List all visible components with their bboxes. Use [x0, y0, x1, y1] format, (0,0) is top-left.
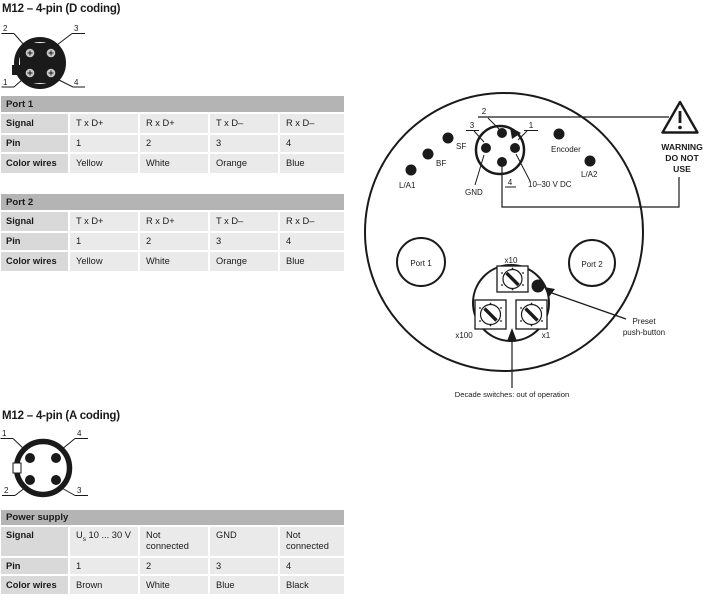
table-cell: Yellow	[70, 154, 138, 173]
port1-label: Port 1	[410, 259, 432, 268]
preset-leader-line	[549, 292, 626, 319]
encoder-led	[554, 129, 565, 140]
table-cell: 2	[140, 558, 208, 574]
power-supply-table	[1, 510, 344, 594]
table-cell: 3	[210, 558, 278, 574]
gnd-label: GND	[465, 188, 483, 197]
table-cell: Yellow	[70, 252, 138, 271]
x100-label: x100	[455, 331, 473, 340]
d-coding-heading: M12 – 4-pin (D coding)	[2, 3, 121, 15]
warning-text: WARNING	[661, 142, 703, 152]
sf-led-label: SF	[456, 142, 467, 151]
pin-label: 4	[507, 178, 513, 187]
table-cell: 2	[140, 233, 208, 250]
table-cell: R x D+	[140, 212, 208, 231]
table-cell: T x D+	[70, 114, 138, 133]
table-cell: Not connected	[280, 527, 344, 556]
table-cell: Blue	[210, 576, 278, 594]
table-cell	[70, 527, 138, 556]
table-cell: 2	[140, 135, 208, 152]
port1-table	[1, 96, 344, 173]
pin-label: 4	[77, 429, 82, 438]
table-cell: T x D+	[70, 212, 138, 231]
table-cell: R x D+	[140, 114, 208, 133]
preset-pushbutton-dot	[532, 280, 545, 293]
table-title: Port 2	[1, 194, 344, 210]
decade-switch-x10	[497, 266, 528, 292]
table-cell: 4	[280, 233, 344, 250]
table-cell: Blue	[280, 154, 344, 173]
supply-voltage-label: 10–30 V DC	[528, 180, 572, 189]
decade-note: Decade switches: out of operation	[454, 390, 570, 399]
keyway-tab	[12, 65, 21, 75]
pin-label: 2	[481, 107, 487, 116]
row-label: Pin	[1, 558, 68, 574]
encoder-led-label: Encoder	[551, 145, 581, 154]
bf-led-label: BF	[436, 159, 447, 168]
table-cell: 3	[210, 233, 278, 250]
x10-label: x10	[504, 256, 518, 265]
table-cell: 1	[70, 233, 138, 250]
pin-label: 3	[77, 486, 82, 495]
table-cell: White	[140, 252, 208, 271]
arrowhead-icon	[544, 287, 555, 297]
warning-text: DO NOT	[665, 153, 699, 163]
table-cell: Orange	[210, 154, 278, 173]
row-label: Pin	[1, 233, 68, 250]
table-cell: T x D–	[210, 114, 278, 133]
table-cell: R x D–	[280, 114, 344, 133]
la1-led-label: L/A1	[399, 181, 416, 190]
pin-label: 4	[74, 78, 79, 87]
table-title: Power supply	[1, 510, 344, 525]
table-cell: 4	[280, 135, 344, 152]
a-coding-heading: M12 – 4-pin (A coding)	[2, 410, 120, 422]
row-label: Color wires	[1, 154, 68, 173]
connector-pins	[25, 453, 61, 485]
row-label: Signal	[1, 114, 68, 133]
la2-led	[585, 156, 596, 167]
table-cell: 1	[70, 558, 138, 574]
table-cell: 1	[70, 135, 138, 152]
table-cell: 3	[210, 135, 278, 152]
d-coding-connector-diagram	[0, 16, 95, 98]
la1-led	[406, 165, 417, 176]
table-cell: White	[140, 154, 208, 173]
pin-label: 3	[469, 121, 475, 130]
pin-label: 1	[528, 121, 534, 130]
port2-label: Port 2	[581, 260, 603, 269]
row-label: Signal	[1, 212, 68, 231]
preset-label: Preset	[632, 317, 656, 326]
bf-led	[423, 149, 434, 160]
table-cell: R x D–	[280, 212, 344, 231]
row-label: Color wires	[1, 576, 68, 594]
pin-label: 2	[4, 486, 9, 495]
table-cell: Brown	[70, 576, 138, 594]
row-label: Pin	[1, 135, 68, 152]
port2-table	[1, 194, 344, 271]
sf-led	[443, 133, 454, 144]
a-coding-connector-diagram	[0, 420, 95, 505]
decade-switch-x1	[516, 300, 547, 329]
pin-label: 2	[3, 24, 8, 33]
table-cell: Black	[280, 576, 344, 594]
table-cell: Orange	[210, 252, 278, 271]
table-title: Port 1	[1, 96, 344, 112]
x1-label: x1	[541, 331, 551, 340]
table-cell: GND	[210, 527, 278, 556]
table-cell: 4	[280, 558, 344, 574]
table-cell: Blue	[280, 252, 344, 271]
pin-label: 3	[74, 24, 79, 33]
decade-switch-x100	[475, 300, 506, 329]
table-cell: White	[140, 576, 208, 594]
supply-voltage-value: $U_s$ 10 ... 30 V	[76, 530, 131, 543]
keyway-notch	[13, 463, 21, 473]
pin-label: 1	[2, 429, 7, 438]
row-label: Color wires	[1, 252, 68, 271]
preset-label: push-button	[622, 328, 666, 337]
table-cell: T x D–	[210, 212, 278, 231]
device-rear-view-diagram	[352, 85, 707, 405]
warning-text: USE	[673, 164, 691, 174]
pin-label: 1	[3, 78, 8, 87]
row-label: Signal	[1, 527, 68, 556]
la2-led-label: L/A2	[581, 170, 598, 179]
table-cell: Not connected	[140, 527, 208, 556]
